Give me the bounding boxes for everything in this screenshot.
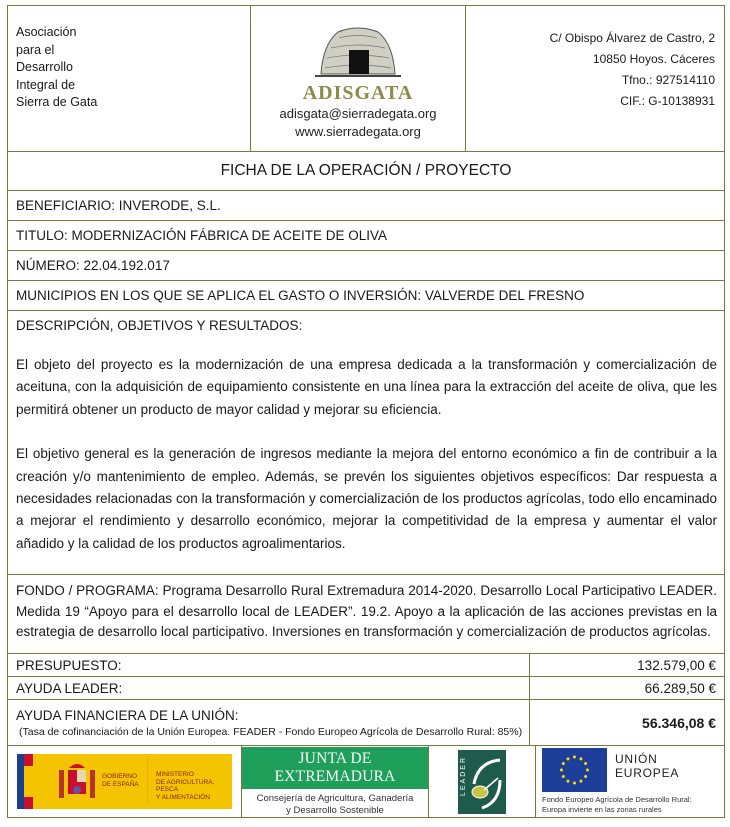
junta-extremadura-logo bbox=[242, 746, 429, 817]
eu-subtitle: Fondo Europeo Agrícola de Desarrollo Rural: bbox=[542, 795, 692, 805]
ayuda-leader-value: 66.289,50 € bbox=[644, 680, 716, 696]
description-paragraph: El objetivo general es la generación de ingresos mediante la mejora del entorno económico a fin de contribuir a la creación y/o mantenimiento de empleo. Además, se prevén los siguientes objetivos específicos: Dar respuesta a necesidades relacionadas con la transformación y comercialización de los productos agrícolas, todo ello encaminado a mejorar el rendimiento y desarrollo económico, mejorar la competitividad de la empresa y aumentar el valor añadido y la calidad de los productos agroalimentarios. bbox=[16, 446, 717, 551]
org-line: para el bbox=[16, 42, 55, 57]
address-line: C/ Obispo Álvarez de Castro, 2 bbox=[549, 31, 715, 45]
ministerio-text: Y ALIMENTACIÓN bbox=[156, 793, 210, 801]
ayuda-leader-label: AYUDA LEADER: bbox=[8, 677, 530, 699]
eu-title: UNIÓN EUROPEA bbox=[614, 752, 680, 781]
beneficiario-text: BENEFICIARIO: INVERODE, S.L. bbox=[16, 198, 221, 213]
org-line: Sierra de Gata bbox=[16, 95, 98, 109]
cif-line: CIF.: G-10138931 bbox=[620, 94, 715, 108]
address-block bbox=[466, 6, 724, 151]
field-numero bbox=[8, 250, 724, 280]
gobierno-text: GOBIERNO bbox=[102, 773, 138, 781]
leader-olive-icon bbox=[470, 754, 504, 810]
email-link[interactable]: adisgata@sierradegata.org bbox=[279, 106, 437, 121]
organization-name bbox=[8, 6, 251, 151]
leader-logo bbox=[429, 746, 536, 817]
org-line: Integral de bbox=[16, 77, 76, 92]
junta-subtitle: y Desarrollo Sostenible bbox=[286, 804, 384, 816]
presupuesto-label: PRESUPUESTO: bbox=[8, 654, 530, 676]
fondo-programa: FONDO / PROGRAMA: Programa Desarrollo Rural Extremadura 2014-2020. Desarrollo Local Participativo LEADER. Medida 19 “Apoyo para el desarrollo local de LEADER”. 19.2. Apoyo a la aplicación de las acciones previstas en la estrategia de desarrollo local participativo. Inversiones en transformación y comercialización de productos agrícolas. bbox=[16, 583, 717, 640]
espana-text: DE ESPAÑA bbox=[102, 780, 139, 788]
ayuda-union-label: AYUDA FINANCIERA DE LA UNIÓN: bbox=[16, 707, 239, 723]
title-text: FICHA DE LA OPERACIÓN / PROYECTO bbox=[220, 162, 512, 179]
field-titulo bbox=[8, 220, 724, 250]
union-europea-logo bbox=[536, 746, 724, 817]
stone-hut-logo-icon bbox=[313, 24, 403, 80]
eu-subtitle: Europa invierte en las zonas rurales bbox=[542, 805, 662, 815]
coat-of-arms-icon bbox=[57, 760, 97, 804]
org-line: Desarrollo bbox=[16, 60, 73, 74]
address-line: 10850 Hoyos. Cáceres bbox=[592, 52, 715, 66]
ayuda-leader-row bbox=[8, 676, 724, 699]
ayuda-union-row bbox=[8, 699, 724, 745]
org-line: Asociación bbox=[16, 25, 77, 39]
header bbox=[8, 5, 724, 151]
website-link[interactable]: www.sierradegata.org bbox=[295, 124, 421, 139]
ministerio-text: MINISTERIO bbox=[156, 771, 194, 779]
ayuda-union-label-cell bbox=[8, 700, 530, 745]
junta-subtitle: Consejería de Agricultura, Ganadería bbox=[256, 792, 414, 804]
phone-line: Tfno.: 927514110 bbox=[621, 73, 715, 87]
document-title bbox=[8, 151, 724, 190]
logo-block bbox=[251, 6, 466, 151]
field-municipios bbox=[8, 280, 724, 310]
logo-wordmark: ADISGATA bbox=[302, 82, 414, 104]
eu-flag-icon bbox=[542, 748, 607, 792]
description-heading: DESCRIPCIÓN, OBJETIVOS Y RESULTADOS: bbox=[16, 317, 303, 333]
presupuesto-row bbox=[8, 653, 724, 676]
presupuesto-value: 132.579,00 € bbox=[637, 657, 716, 673]
municipios-text: MUNICIPIOS EN LOS QUE SE APLICA EL GASTO O INVERSIÓN: VALVERDE DEL FRESNO bbox=[16, 288, 585, 303]
ministerio-text: DE AGRICULTURA, PESCA bbox=[156, 778, 215, 794]
field-beneficiario bbox=[8, 190, 724, 220]
cofinanciacion-note: (Tasa de cofinanciación de la Unión Europea. FEADER - Fondo Europeo Agrícola de Desarrollo Rural: 85%) bbox=[19, 725, 523, 738]
gobierno-espana-logo bbox=[8, 746, 242, 817]
leader-text: LEADER bbox=[460, 755, 467, 796]
titulo-text: TITULO: MODERNIZACIÓN FÁBRICA DE ACEITE DE OLIVA bbox=[16, 228, 388, 243]
numero-text: NÚMERO: 22.04.192.017 bbox=[16, 258, 170, 273]
funding-logos bbox=[8, 745, 724, 818]
description-section bbox=[8, 311, 724, 555]
description-paragraph: El objeto del proyecto es la modernización de una empresa dedicada a la transformación y comercialización de aceituna, con la adquisición de equipamiento consistente en una línea para la extracción del aceite de oliva, que les permitirá obtener un producto de mayor calidad y mejorar su eficiencia. bbox=[16, 357, 717, 417]
junta-banner: JUNTA DE EXTREMADURA bbox=[242, 747, 428, 789]
project-sheet bbox=[7, 5, 725, 818]
ayuda-union-value: 56.346,08 € bbox=[642, 714, 716, 731]
